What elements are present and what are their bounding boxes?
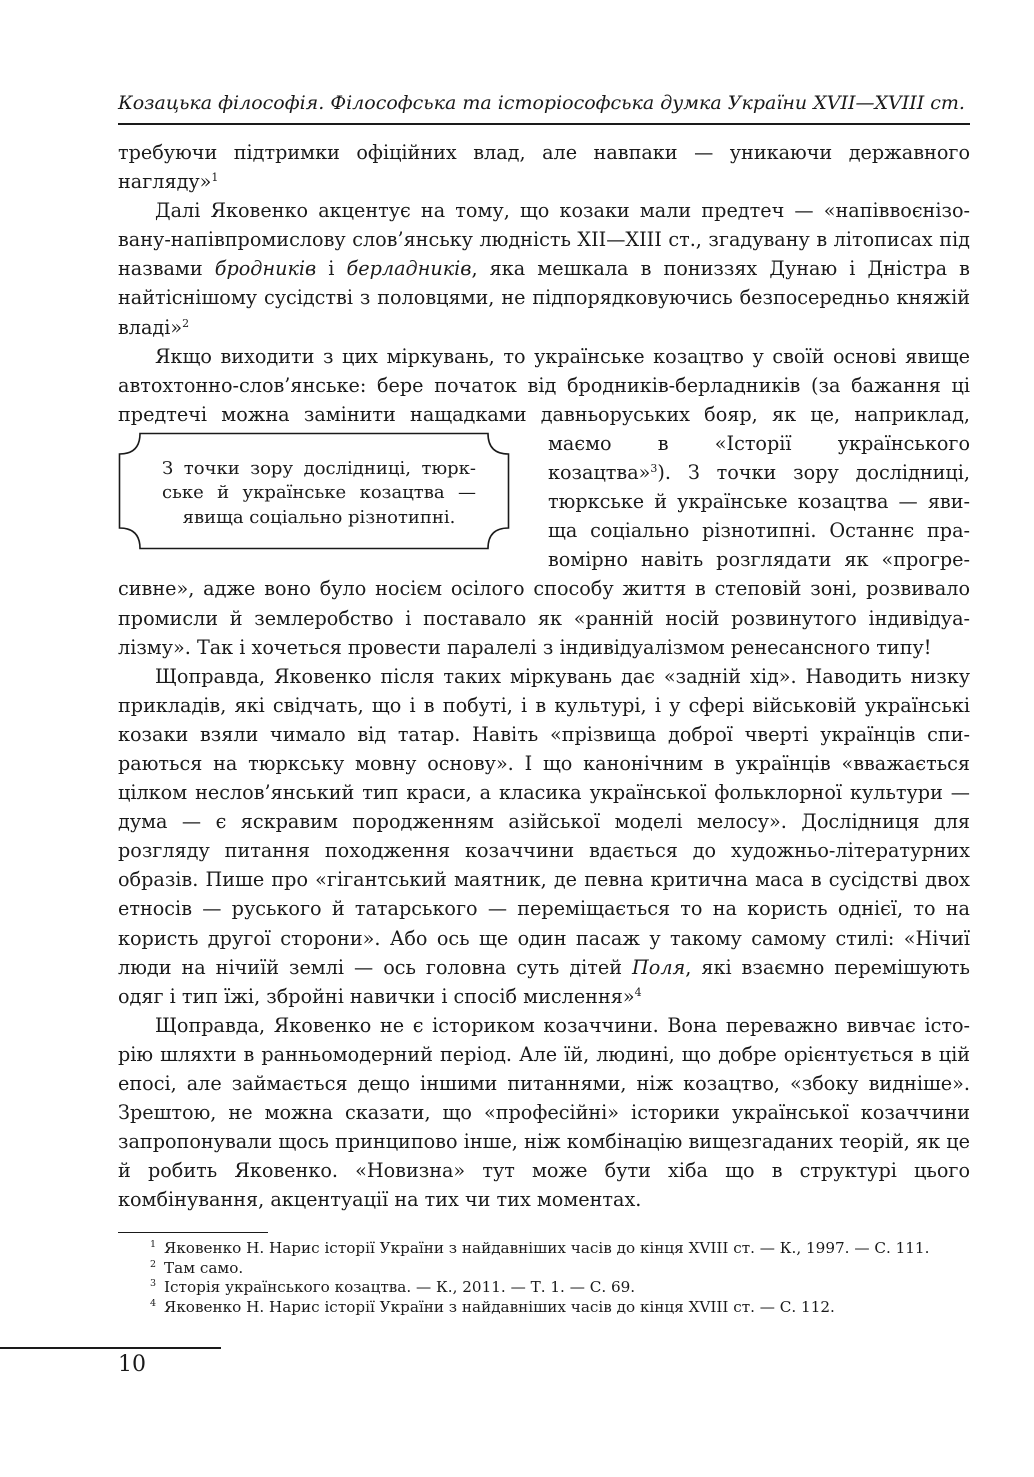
paragraph-3-text-a: Якщо виходити з цих міркувань, то українське козацтво у своїй основі явище автохтонно-слов’янське: бере початок від бродників-берладників (за бажання ці предтечі можна замінити нащадками давньоруських бояр, як це, на: [118, 344, 970, 426]
paragraph-2: [118, 196, 970, 341]
paragraph-4-text-end: , які взаємно перемішують одяг і тип їжі, збройні навички і спосіб мислення»: [118, 955, 970, 1008]
footnote-rule: [118, 1232, 268, 1233]
footnote-text: Яковенко Н. Нарис історії України з найдавніших часів до кінця XVIII ст. — С. 112.: [164, 1297, 835, 1316]
main-text: [118, 138, 970, 1214]
term-brodnyky: бродників: [214, 257, 317, 281]
header-rule: [118, 123, 970, 125]
pull-quote: [118, 432, 510, 550]
term-polya: Поля: [632, 955, 686, 979]
footnote-number: 2: [150, 1258, 157, 1270]
paragraph-3-text-end: ). З точки зору дослідниці, тюркське й українське козацтва — явища соціально різнотипні. Останнє правомірно навіть розглядати як «прогресивне», адже воно було носієм осілого способу життя в степовій зоні, розвивало промисли й землеробство і поставало як «ранній носій розвинутого індивідуалізму». Так і хочеться провести паралелі з індивідуалізмом ренесансного типу!: [118, 461, 970, 659]
paragraph-3-text-b: приклад, маємо в «Історії українського козацтва»: [548, 402, 970, 485]
footnote-text: Там само.: [164, 1258, 244, 1277]
footnote-number: 1: [150, 1239, 157, 1250]
page-number: 10: [118, 1352, 146, 1377]
footnote-ref-4[interactable]: 4: [634, 985, 642, 999]
paragraph-3: [118, 342, 970, 662]
footnotes: [150, 1239, 970, 1317]
paragraph-5: Щоправда, Яковенко не є істориком козаччини. Вона переважно вивчає історію шляхти в ранньомодерний період. Але їй, людині, що добре орієнтується в цій епосі, але займається дещо іншими питаннями, ніж козацтво, «збоку видніше». Зрештою, не можна сказати, що «професійні» історики української козаччини запропонували щось принципово інше, ніж комбінацію вищезгаданих теорій, як це й робить Яковенко. «Новизна» тут може бути хіба що в структурі цього комбінування, акцентуації на тих чи тих моментах.: [118, 1013, 970, 1212]
footnote-1: [150, 1239, 970, 1259]
footnote-number: 3: [150, 1278, 157, 1290]
footnote-number: 4: [150, 1297, 157, 1309]
footnote-4: [150, 1298, 970, 1318]
footnote-ref-3[interactable]: 3: [650, 462, 658, 476]
paragraph-1: [118, 138, 970, 196]
term-berladnyky: берладників: [346, 257, 472, 281]
paragraph-2-text-end: , яка мешкала в пониззях Дунаю і Дністра в найтіснішому сусідстві з половцями, не підпорядковуючись безпосередньо княжій владі»: [118, 257, 970, 339]
pull-quote-text: З точки зору дослідниці, тюркське й українське козацтва — явища соціально різнотипні.: [162, 457, 476, 528]
footnote-text: Історія українського козацтва. — К., 2011. — Т. 1. — С. 69.: [164, 1278, 636, 1297]
footnote-ref-2[interactable]: 2: [182, 316, 190, 330]
running-head: Козацька філософія. Філософська та історіософська думка України XVII—XVIII ст.: [118, 92, 965, 114]
footnote-3: [150, 1278, 970, 1298]
footnote-2: [150, 1259, 970, 1279]
paragraph-4-text: Щоправда, Яковенко після таких міркувань дає «задній хід». Наводить низку прикладів, які свідчать, що і в побуті, і в культурі, і у сфері військовій українські козаки взяли чимало від татар. Навіть «прізвища доброї чверті українців спираються на тюркську мовну основу». І що канонічним в українців «вважається цілком неслов’янський тип краси, а класика української фольклорної культури — дума — є яскравим породженням азійської моделі мелосу». Дослідниця для розгляду питання походження козаччини вдається до художньо-літературних образів. Пише про «гігантський маятник, де певна критична маса в сусідстві двох етносів — руського й татарського — переміщається то на користь однієї, то на користь другої сторони». Або ось ще один пасаж у такому самому стилі: «Нічиї люди на нічиїй землі — ось головна суть дітей: [118, 664, 970, 979]
footnote-ref-1[interactable]: 1: [211, 171, 219, 185]
paragraph-4: [118, 662, 970, 1011]
paragraph-1-text: требуючи підтримки офіційних влад, але навпаки — уникаючи державного нагляду»: [118, 141, 970, 194]
paragraph-2-text: Далі Яковенко акцентує на тому, що козаки мали предтеч — «напіввоєнізовану-напівпромислову слов’янську людність XII—XIII ст., згадувану в літописах під назвами: [118, 199, 970, 281]
footnote-text: Яковенко Н. Нарис історії України з найдавніших часів до кінця XVIII ст. — К., 1997. — С. 111.: [164, 1239, 930, 1257]
paragraph-2-conj: і: [316, 257, 347, 281]
footer-rule: [0, 1347, 221, 1349]
